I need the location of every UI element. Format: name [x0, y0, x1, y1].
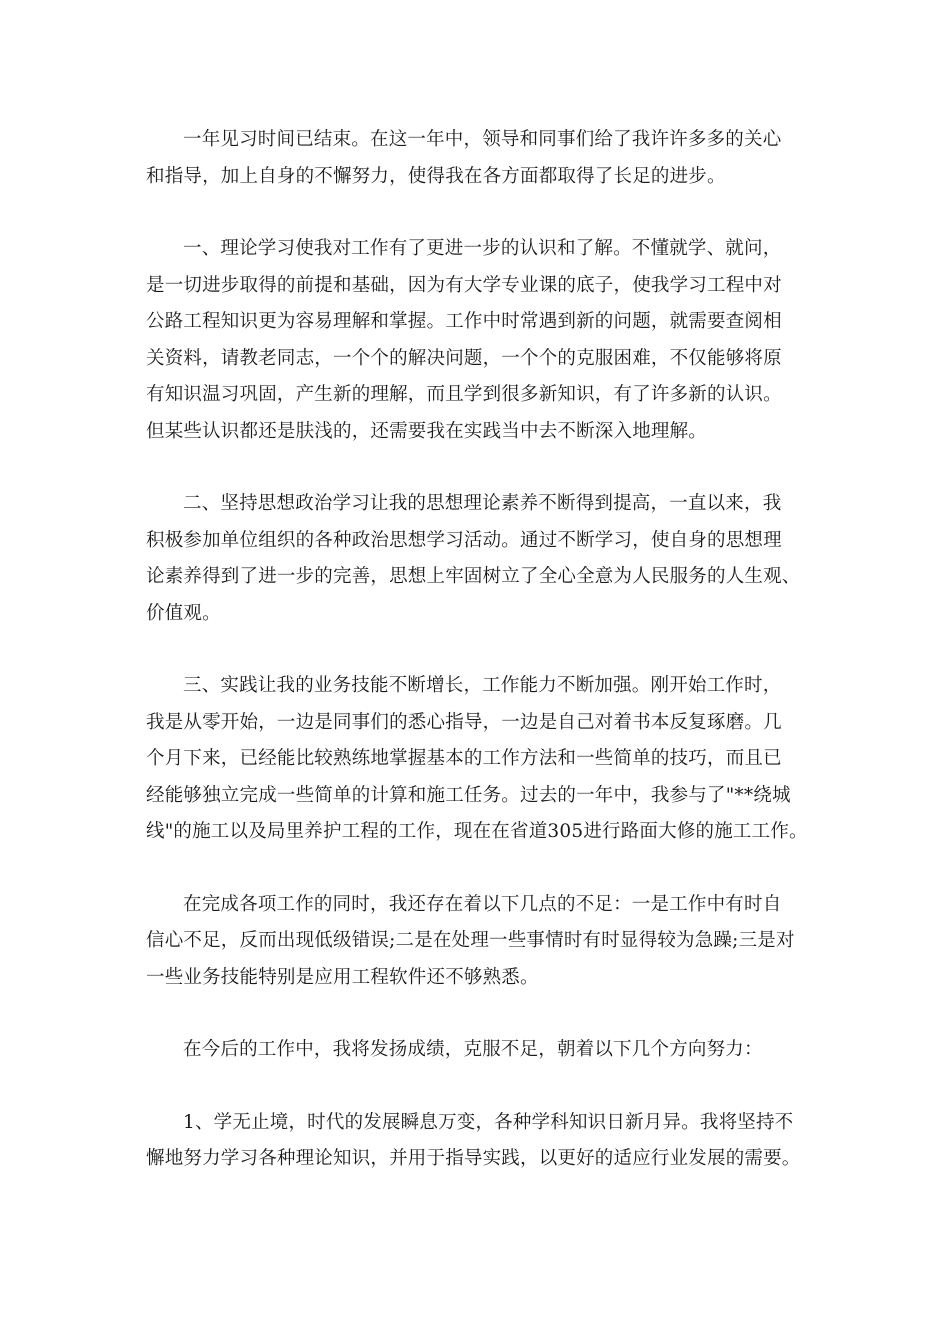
- paragraph-line: 在今后的工作中，我将发扬成绩，克服不足，朝着以下几个方向努力：: [183, 1039, 763, 1060]
- paragraph-line: 二、坚持思想政治学习让我的思想理论素养不断得到提高，一直以来，我: [183, 493, 782, 514]
- paragraph-line: 线"的施工以及局里养护工程的工作，现在在省道305进行路面大修的施工工作。: [146, 821, 808, 842]
- paragraph-line: 积极参加单位组织的各种政治思想学习活动。通过不断学习，使自身的思想理: [146, 529, 782, 551]
- paragraph-line: 1、学无止境，时代的发展瞬息万变，各种学科知识日新月异。我将坚持不: [183, 1111, 794, 1133]
- paragraph-line: 信心不足，反而出现低级错误;二是在处理一些事情时有时显得较为急躁;三是对: [146, 930, 795, 951]
- paragraph-line: 一年见习时间已结束。在这一年中，领导和同事们给了我许许多多的关心: [183, 129, 782, 150]
- paragraph-goal-1: [146, 1105, 826, 1178]
- paragraph-line: 经能够独立完成一些简单的计算和施工任务。过去的一年中，我参与了"**绕城: [146, 784, 791, 806]
- paragraph-intro: [146, 122, 826, 195]
- paragraph-line: 论素养得到了进一步的完善，思想上牢固树立了全心全意为人民服务的人生观、: [146, 566, 801, 587]
- paragraph-line: 关资料，请教老同志，一个个的解决问题，一个个的克服困难，不仅能够将原: [146, 347, 782, 369]
- paragraph-shortcomings: [146, 887, 826, 997]
- paragraph-line: 公路工程知识更为容易理解和掌握。工作中时常遇到新的问题，就需要查阅相: [146, 311, 782, 332]
- paragraph-line: 我是从零开始，一边是同事们的悉心指导，一边是自己对着书本反复琢磨。几: [146, 711, 782, 733]
- paragraph-line: 是一切进步取得的前提和基础，因为有大学专业课的底子，使我学习工程中对: [146, 274, 782, 296]
- paragraph-practice: [146, 668, 826, 851]
- paragraph-line: 但某些认识都还是肤浅的，还需要我在实践当中去不断深入地理解。: [146, 420, 708, 442]
- paragraph-line: 价值观。: [146, 602, 221, 624]
- paragraph-line: 一些业务技能特别是应用工程软件还不够熟悉。: [146, 966, 539, 988]
- paragraph-line: 懈地努力学习各种理论知识，并用于指导实践，以更好的适应行业发展的需要。: [146, 1148, 801, 1169]
- paragraph-line: 和指导，加上自身的不懈努力，使得我在各方面都取得了长足的进步。: [146, 165, 726, 187]
- paragraph-theory-study: [146, 231, 826, 450]
- paragraph-line: 三、实践让我的业务技能不断增长，工作能力不断加强。刚开始工作时，: [183, 675, 782, 696]
- paragraph-political-study: [146, 486, 826, 632]
- paragraph-line: 个月下来，已经能比较熟练地掌握基本的工作方法和一些简单的技巧，而且已: [146, 748, 782, 769]
- document-body: [146, 122, 826, 1214]
- paragraph-line: 一、理论学习使我对工作有了更进一步的认识和了解。不懂就学、就问，: [183, 238, 782, 259]
- paragraph-future-intro: [146, 1032, 826, 1069]
- paragraph-line: 有知识温习巩固，产生新的理解，而且学到很多新知识，有了许多新的认识。: [146, 384, 782, 405]
- paragraph-line: 在完成各项工作的同时，我还存在着以下几点的不足：一是工作中有时自: [183, 893, 782, 915]
